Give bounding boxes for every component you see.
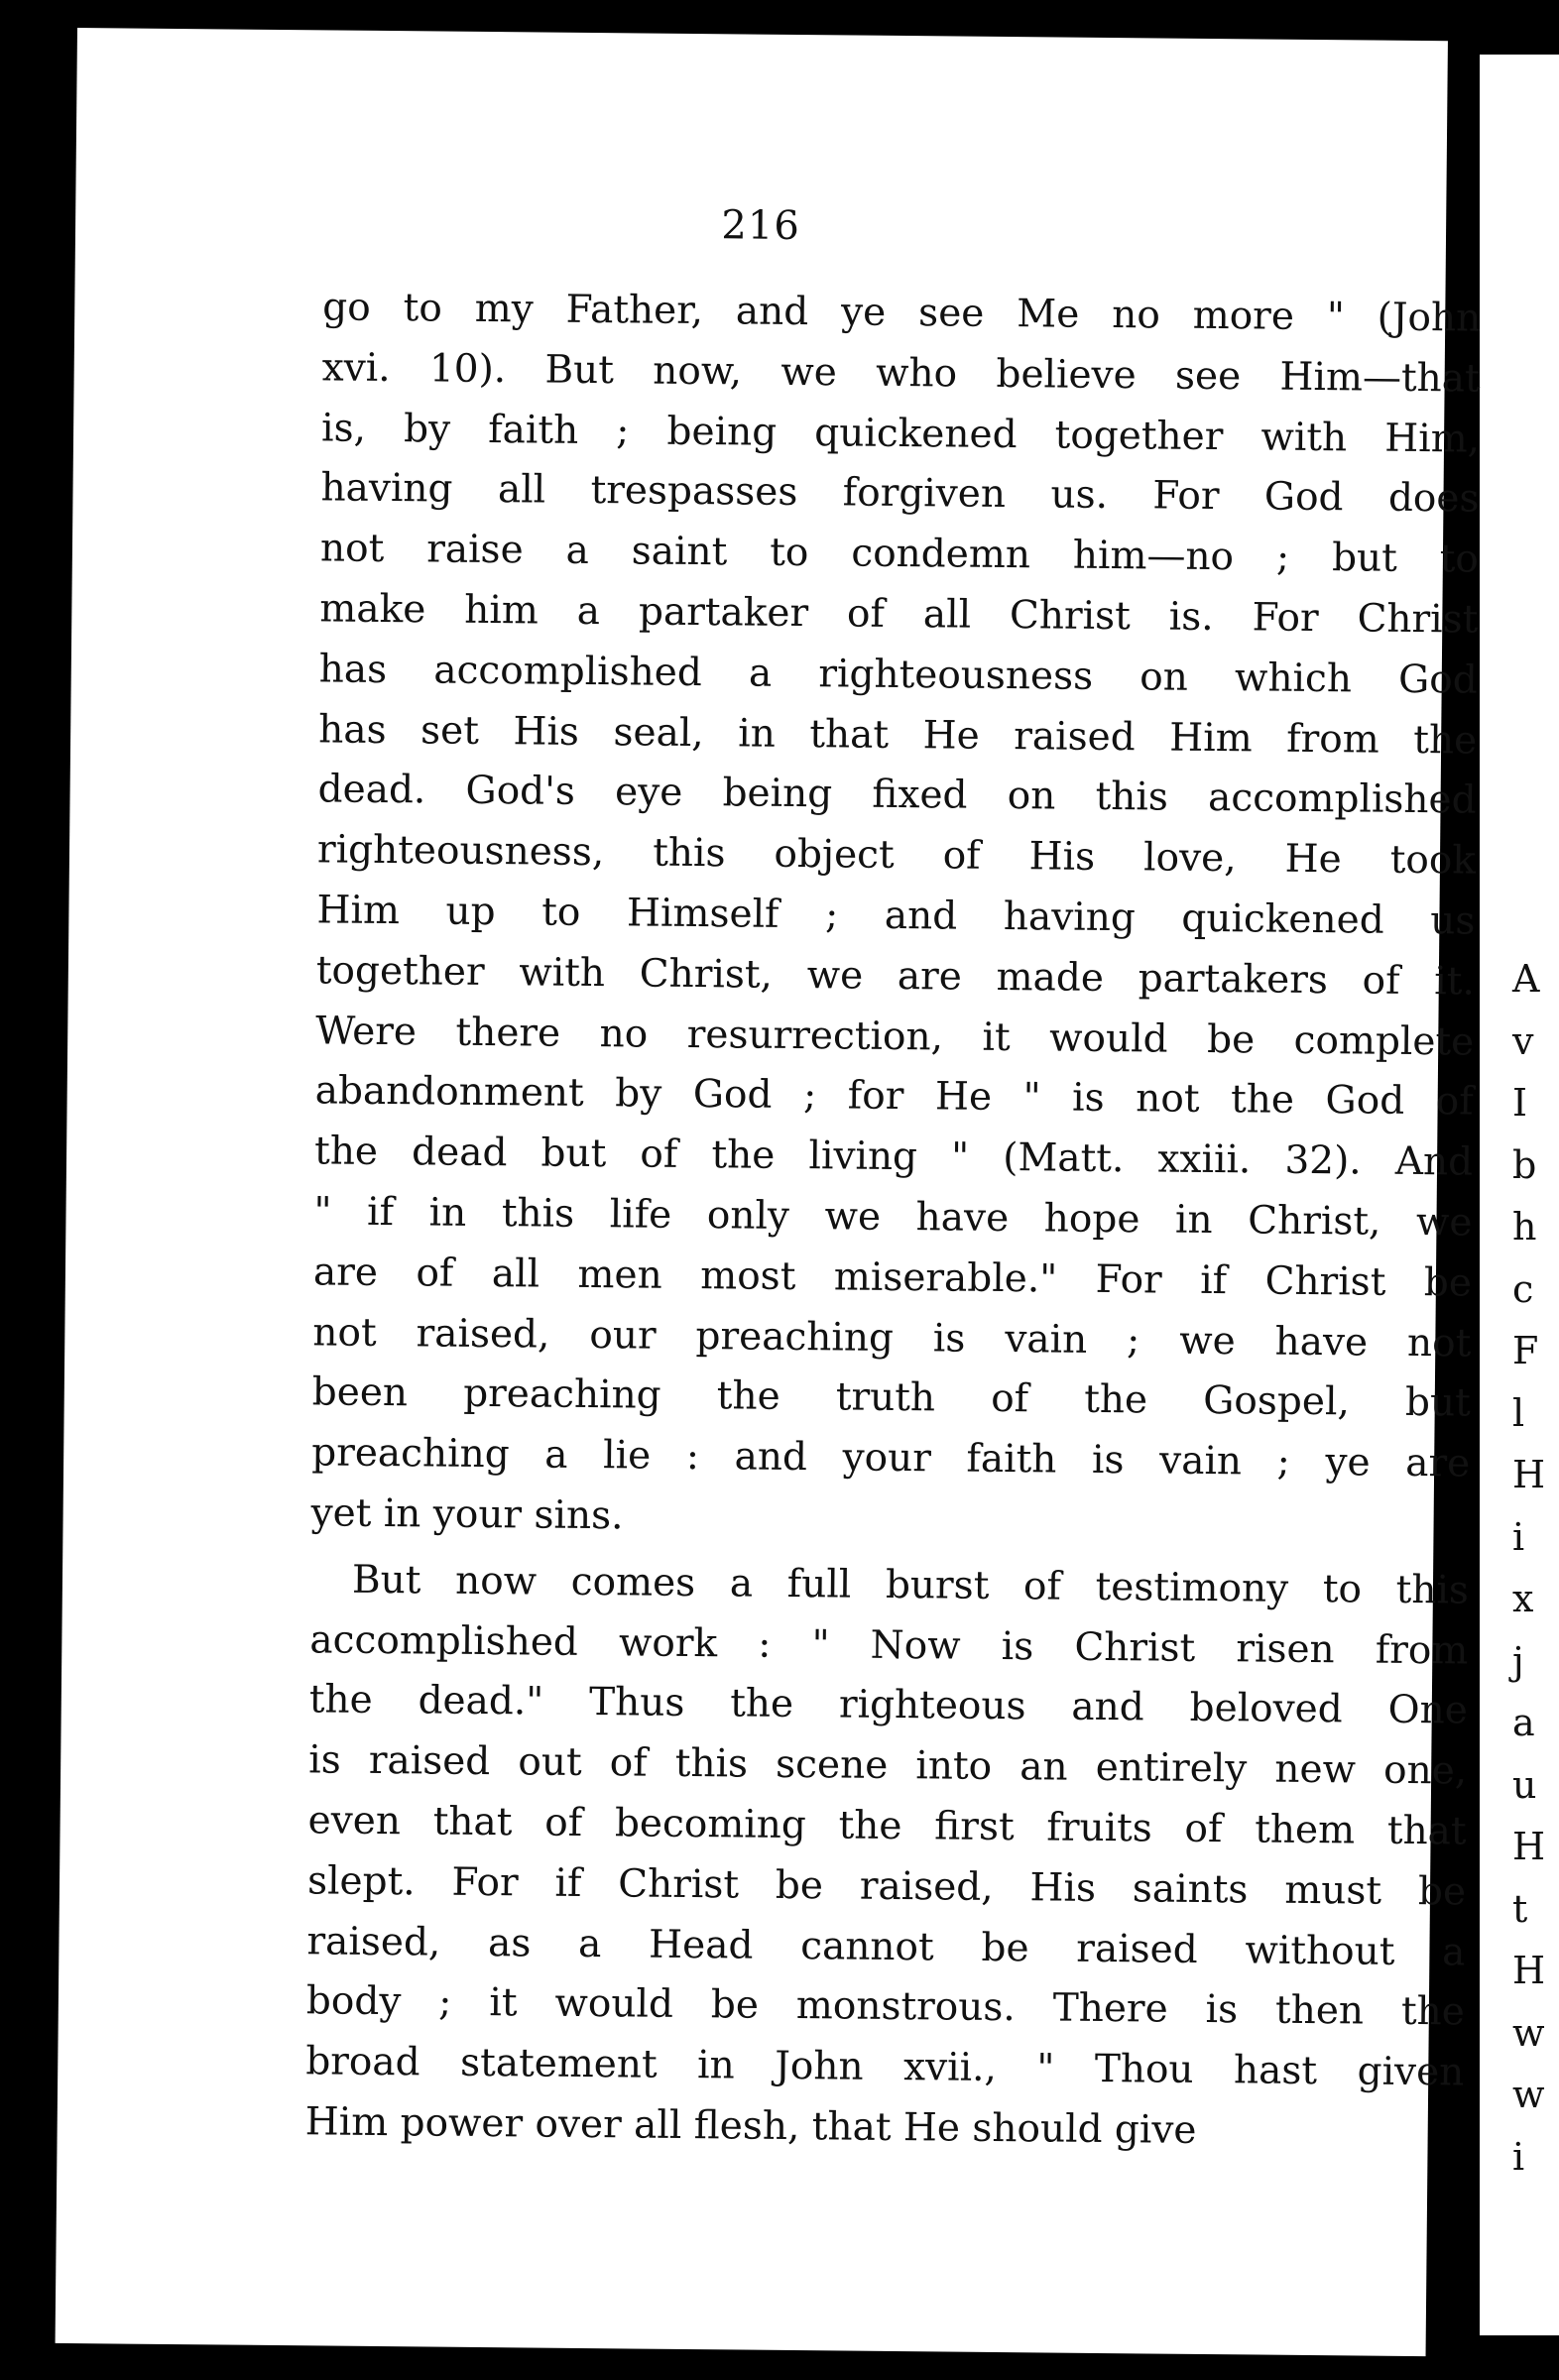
facing-page-letter: w [1512,2073,1545,2116]
text-line: the dead." Thus the righteous and beloved One [308,1677,1468,1733]
facing-page-letter: i [1512,2134,1525,2179]
text-line: are of all men most miserable." For if Christ be [312,1250,1473,1306]
text-line: not raise a saint to condemn him—no ; but to [319,526,1480,582]
facing-page-letter: A [1512,957,1540,1001]
facing-page-letter: I [1512,1081,1528,1125]
text-line: is raised out of this scene into an entirely new one, [308,1737,1468,1794]
book-page [56,28,1482,2356]
text-line: make him a partaker of all Christ is. For Christ [319,586,1479,643]
text-line: even that of becoming the first fruits of them that [307,1798,1467,1854]
facing-page-letter: l [1512,1390,1525,1435]
page-number: 216 [721,202,801,250]
text-line: slept. For if Christ be raised, His saints must be [306,1858,1467,1915]
text-line: having all trespasses forgiven us. For God does [320,465,1480,522]
facing-page-letter: H [1512,1949,1546,1992]
facing-page-letter: b [1512,1142,1537,1187]
paragraph [310,278,1481,1555]
facing-page [1480,55,1559,2335]
text-line: righteousness, this object of His love, He took [316,827,1477,884]
text-line: is, by faith ; being quickened together with Him, [320,405,1481,462]
facing-page-letter: v [1512,1018,1534,1063]
facing-page-letter: x [1512,1577,1534,1620]
text-line: Him up to Himself ; and having quickened us [316,888,1476,944]
facing-page-letter: w [1512,2010,1545,2055]
text-line: Were there no resurrection, it would be complete [315,1008,1475,1065]
text-line: " if in this life only we have hope in Christ, we [313,1189,1473,1246]
text-line: been preaching the truth of the Gospel, but [311,1369,1471,1426]
facing-page-letter: H [1512,1825,1546,1868]
facing-page-letter: t [1512,1886,1528,1931]
text-line: body ; it would be monstrous. There is then the [305,1978,1466,2035]
text-line: Him power over all flesh, that He should give [304,2099,1197,2153]
facing-page-letter: F [1512,1329,1539,1372]
text-line: abandonment by God ; for He " is not the God of [314,1068,1474,1125]
text-line: accomplished work : " Now is Christ risen from [309,1616,1469,1674]
body-text [304,278,1481,2164]
text-line: preaching a lie : and your faith is vain ; ye are [311,1430,1471,1487]
text-line: xvi. 10). But now, we who believe see Him—that [321,345,1481,402]
text-line: dead. God's eye being fixed on this accomplished [317,767,1477,823]
paragraph [304,1550,1469,2164]
facing-page-letter: c [1512,1266,1534,1311]
text-line: raised, as a Head cannot be raised without a [306,1918,1466,1975]
text-line: go to my Father, and ye see Me no more " (John [322,285,1482,341]
facing-page-letter: i [1512,1514,1525,1559]
text-line: has set His seal, in that He raised Him from the [318,706,1478,764]
text-line: the dead but of the living " (Matt. xxiii. 32). And [313,1129,1474,1185]
facing-page-letter: j [1512,1638,1524,1683]
text-line: not raised, our preaching is vain ; we have not [312,1309,1472,1367]
facing-page-letter: H [1512,1453,1546,1496]
text-line: together with Christ, we are made partakers of it. [315,948,1476,1005]
text-line: yet in your sins. [310,1490,624,1539]
text-line: has accomplished a righteousness on which God [318,647,1478,703]
facing-page-letter: u [1512,1762,1537,1807]
facing-page-letter: h [1512,1205,1537,1249]
text-line: broad statement in John xvii., " Thou hast given [305,2039,1465,2095]
facing-page-letter: a [1512,1701,1535,1744]
text-line: But now comes a full burst of testimony to this [351,1557,1470,1613]
